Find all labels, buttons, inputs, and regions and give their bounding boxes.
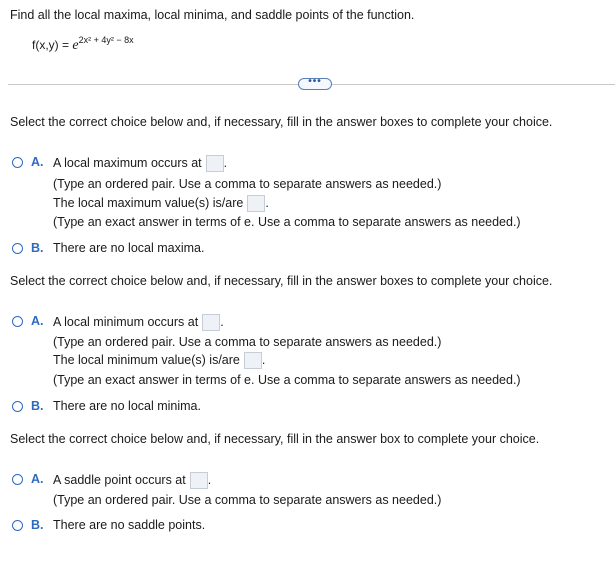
maxima-point-input[interactable] bbox=[206, 155, 224, 172]
instruction-minima: Select the correct choice below and, if necessary, fill in the answer boxes to complete your choice. bbox=[10, 274, 553, 288]
minima-hint-pair: (Type an ordered pair. Use a comma to separate answers as needed.) bbox=[53, 335, 442, 349]
saddle-a-line1: A saddle point occurs at . bbox=[53, 472, 211, 489]
option-letter: B. bbox=[31, 399, 44, 413]
instruction-maxima: Select the correct choice below and, if necessary, fill in the answer boxes to complete your choice. bbox=[10, 115, 553, 129]
option-text: There are no local minima. bbox=[53, 399, 201, 413]
minima-a-line1: A local minimum occurs at . bbox=[53, 314, 224, 331]
option-text: A local minimum occurs at bbox=[53, 314, 199, 329]
option-letter: A. bbox=[31, 314, 44, 328]
option-letter: B. bbox=[31, 241, 44, 255]
radio-minima-b[interactable] bbox=[12, 401, 23, 412]
maxima-hint-exact: (Type an exact answer in terms of e. Use a comma to separate answers as needed.) bbox=[53, 215, 521, 229]
maxima-a-line2: The local maximum value(s) is/are . bbox=[53, 195, 269, 212]
ellipsis-icon: ••• bbox=[308, 76, 322, 87]
option-letter: B. bbox=[31, 518, 44, 532]
function-base: e bbox=[72, 38, 79, 53]
saddle-hint-pair: (Type an ordered pair. Use a comma to separate answers as needed.) bbox=[53, 493, 442, 507]
instruction-saddle: Select the correct choice below and, if necessary, fill in the answer box to complete your choice. bbox=[10, 432, 540, 446]
option-letter: A. bbox=[31, 472, 44, 486]
minima-value-input[interactable] bbox=[244, 352, 262, 369]
maxima-hint-pair: (Type an ordered pair. Use a comma to separate answers as needed.) bbox=[53, 177, 442, 191]
radio-maxima-a[interactable] bbox=[12, 157, 23, 168]
minima-point-input[interactable] bbox=[202, 314, 220, 331]
option-text: The local maximum value(s) is/are bbox=[53, 195, 244, 210]
maxima-value-input[interactable] bbox=[247, 195, 265, 212]
radio-maxima-b[interactable] bbox=[12, 243, 23, 254]
option-letter: A. bbox=[31, 155, 44, 169]
option-text: A saddle point occurs at bbox=[53, 472, 186, 487]
option-text: There are no local maxima. bbox=[53, 241, 205, 255]
function-exponent: 2x² + 4y² − 8x bbox=[78, 35, 134, 45]
function-lhs: f(x,y) = bbox=[32, 38, 70, 52]
question-prompt: Find all the local maxima, local minima, and saddle points of the function. bbox=[10, 8, 415, 22]
maxima-a-line1: A local maximum occurs at . bbox=[53, 155, 227, 172]
option-text: A local maximum occurs at bbox=[53, 155, 202, 170]
minima-a-line2: The local minimum value(s) is/are . bbox=[53, 352, 265, 369]
radio-minima-a[interactable] bbox=[12, 316, 23, 327]
more-options-button[interactable] bbox=[298, 78, 332, 90]
saddle-point-input[interactable] bbox=[190, 472, 208, 489]
radio-saddle-b[interactable] bbox=[12, 520, 23, 531]
option-text: The local minimum value(s) is/are bbox=[53, 352, 240, 367]
radio-saddle-a[interactable] bbox=[12, 474, 23, 485]
function-formula bbox=[32, 35, 134, 54]
option-text: There are no saddle points. bbox=[53, 518, 206, 532]
minima-hint-exact: (Type an exact answer in terms of e. Use a comma to separate answers as needed.) bbox=[53, 373, 521, 387]
